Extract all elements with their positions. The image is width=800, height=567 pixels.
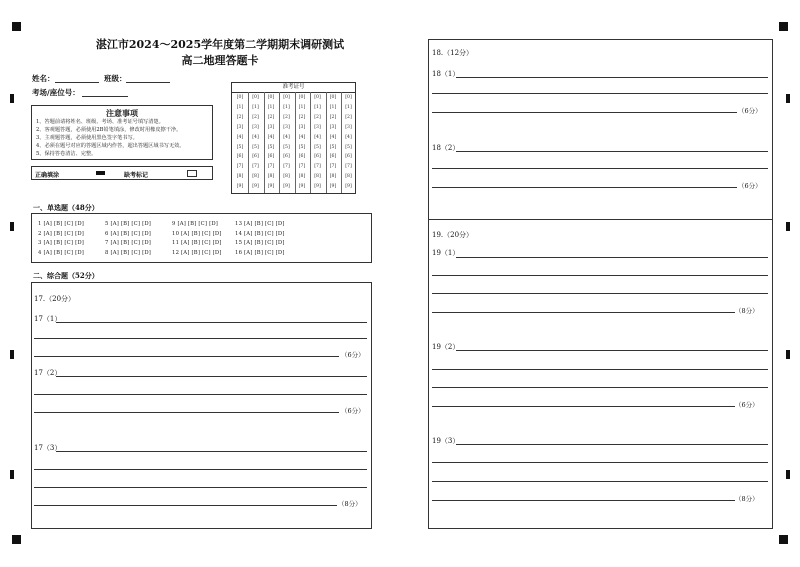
- exam-digit-bubble[interactable]: [8]: [236, 174, 244, 180]
- exam-digit-bubble[interactable]: [1]: [298, 104, 306, 110]
- exam-digit-bubble[interactable]: [3]: [345, 124, 352, 130]
- q18-2-score: （6分）: [738, 182, 762, 190]
- mcq-question-row[interactable]: 13 [A] [B] [C] [D]: [235, 221, 285, 227]
- exam-digit-bubble[interactable]: [3]: [298, 124, 306, 130]
- exam-digit-bubble[interactable]: [2]: [252, 114, 259, 120]
- q17-2-label: 17（2）: [34, 369, 62, 377]
- exam-digit-bubble[interactable]: [3]: [283, 124, 290, 130]
- answer-box-19: [428, 219, 773, 529]
- exam-digit-bubble[interactable]: [0]: [345, 95, 352, 100]
- mcq-question-row[interactable]: 14 [A] [B] [C] [D]: [235, 230, 285, 237]
- exam-digit-bubble[interactable]: [4]: [283, 134, 290, 140]
- exam-digit-bubble[interactable]: [9]: [252, 184, 259, 190]
- exam-digit-bubble[interactable]: [8]: [329, 174, 337, 180]
- exam-digit-bubble[interactable]: [6]: [283, 154, 290, 160]
- notice-item: 4、必须在题号对应的答题区域内作答，超出答题区域书写无效。: [36, 143, 185, 149]
- exam-digit-bubble[interactable]: [4]: [314, 134, 321, 140]
- exam-digit-bubble[interactable]: [5]: [267, 144, 275, 150]
- exam-digit-bubble[interactable]: [1]: [314, 104, 321, 110]
- exam-digit-bubble[interactable]: [7]: [283, 164, 290, 170]
- mcq-question-row[interactable]: 7 [A] [B] [C] [D]: [105, 240, 152, 246]
- section1-title: 一、单选题（48分）: [33, 203, 99, 212]
- side-mark: [786, 94, 790, 103]
- exam-digit-bubble[interactable]: [1]: [283, 104, 290, 110]
- answer-line[interactable]: [456, 77, 768, 78]
- exam-digit-bubble[interactable]: [1]: [236, 104, 244, 110]
- exam-digit-bubble[interactable]: [7]: [267, 164, 275, 170]
- mcq-question-row[interactable]: 1 [A] [B] [C] [D]: [38, 221, 85, 227]
- exam-digit-bubble[interactable]: [3]: [267, 124, 275, 130]
- q17-1-score: （6分）: [341, 351, 365, 359]
- q17-2-score: （6分）: [341, 407, 365, 415]
- notice-item: 3、主观题答题，必须使用黑色签字笔书写。: [36, 135, 138, 141]
- room-seat-label: 考场/座位号：: [32, 88, 80, 97]
- correct-fill-sample: [96, 171, 105, 175]
- exam-digit-bubble[interactable]: [8]: [345, 174, 352, 180]
- side-mark: [786, 470, 790, 479]
- side-mark: [786, 222, 790, 231]
- exam-digit-bubble[interactable]: [2]: [314, 114, 321, 120]
- exam-digit-bubble[interactable]: [5]: [283, 144, 290, 150]
- exam-digit-bubble[interactable]: [2]: [283, 114, 290, 120]
- answer-line[interactable]: [56, 322, 367, 323]
- exam-digit-bubble[interactable]: [3]: [329, 124, 337, 130]
- q19-3-label: 19（3）: [432, 437, 460, 445]
- mcq-question-row[interactable]: 10 [A] [B] [C] [D]: [172, 230, 222, 237]
- exam-digit-bubble[interactable]: [0]: [283, 95, 290, 100]
- exam-digit-bubble[interactable]: [9]: [345, 184, 352, 190]
- exam-digit-bubble[interactable]: [1]: [329, 104, 337, 110]
- exam-digit-bubble[interactable]: [9]: [236, 184, 244, 190]
- answer-line[interactable]: [456, 350, 768, 351]
- exam-digit-bubble[interactable]: [4]: [236, 134, 244, 140]
- exam-digit-bubble[interactable]: [6]: [329, 154, 337, 160]
- exam-digit-bubble[interactable]: [5]: [345, 144, 352, 150]
- notice-item: 1、答题前请将姓名、班级、考场、准考证号填写清楚。: [36, 119, 164, 125]
- answer-line[interactable]: [34, 412, 339, 413]
- exam-number-grid: [231, 82, 356, 194]
- alignment-mark-bottom-right: [779, 535, 788, 544]
- name-label: 姓名：: [32, 74, 55, 83]
- alignment-mark-top-right: [779, 22, 788, 31]
- exam-digit-bubble[interactable]: [0]: [267, 95, 275, 100]
- exam-digit-bubble[interactable]: [1]: [345, 104, 352, 110]
- exam-digit-bubble[interactable]: [1]: [252, 104, 259, 110]
- mcq-question-row[interactable]: 15 [A] [B] [C] [D]: [235, 240, 285, 246]
- answer-line[interactable]: [432, 112, 737, 113]
- mcq-question-row[interactable]: 9 [A] [B] [C] [D]: [172, 221, 219, 227]
- exam-digit-bubble[interactable]: [4]: [329, 134, 337, 140]
- answer-line[interactable]: [432, 312, 735, 313]
- answer-box-18: [428, 39, 773, 220]
- exam-digit-bubble[interactable]: [8]: [298, 174, 306, 180]
- exam-digit-bubble[interactable]: [5]: [236, 144, 244, 150]
- answer-line[interactable]: [456, 151, 768, 152]
- answer-line[interactable]: [432, 293, 768, 294]
- exam-digit-bubble[interactable]: [3]: [236, 124, 244, 130]
- notice-box: [31, 105, 213, 160]
- alignment-mark-top-left: [12, 22, 21, 31]
- exam-digit-bubble[interactable]: [2]: [236, 114, 244, 120]
- exam-digit-bubble[interactable]: [9]: [267, 184, 275, 190]
- mcq-question-row[interactable]: 8 [A] [B] [C] [D]: [105, 249, 152, 256]
- q19-1-score: （8分）: [735, 307, 759, 315]
- exam-digit-bubble[interactable]: [7]: [236, 164, 244, 170]
- mcq-question-row[interactable]: 6 [A] [B] [C] [D]: [105, 230, 152, 237]
- notice-title: 注意事项: [106, 108, 138, 118]
- exam-digit-bubble[interactable]: [0]: [236, 95, 244, 100]
- exam-digit-bubble[interactable]: [5]: [329, 144, 337, 150]
- exam-digit-bubble[interactable]: [5]: [252, 144, 259, 150]
- exam-digit-bubble[interactable]: [7]: [314, 164, 321, 170]
- exam-digit-bubble[interactable]: [6]: [267, 154, 275, 160]
- q18-heading: 18.（12分）: [432, 49, 474, 57]
- page-title: 湛江市2024～2025学年度第二学期期末调研测试: [95, 38, 345, 51]
- exam-digit-bubble[interactable]: [0]: [314, 95, 321, 100]
- answer-line[interactable]: [432, 500, 735, 501]
- answer-line[interactable]: [432, 93, 768, 94]
- exam-digit-bubble[interactable]: [6]: [236, 154, 244, 160]
- answer-line[interactable]: [56, 451, 367, 452]
- exam-number-title: 准考证号: [232, 83, 355, 93]
- q19-2-score: （6分）: [735, 401, 759, 409]
- correct-fill-label: 正确填涂: [35, 172, 60, 179]
- exam-digit-bubble[interactable]: [0]: [329, 95, 337, 100]
- mcq-question-row[interactable]: 5 [A] [B] [C] [D]: [105, 221, 152, 227]
- side-mark: [10, 470, 14, 479]
- absent-mark-checkbox[interactable]: [187, 170, 197, 177]
- mcq-question-row[interactable]: 3 [A] [B] [C] [D]: [38, 240, 85, 246]
- exam-digit-bubble[interactable]: [6]: [314, 154, 321, 160]
- exam-digit-bubble[interactable]: [7]: [329, 164, 337, 170]
- exam-digit-bubble[interactable]: [7]: [252, 164, 259, 170]
- exam-digit-bubble[interactable]: [2]: [345, 114, 352, 120]
- exam-digit-bubble[interactable]: [2]: [298, 114, 306, 120]
- mcq-question-row[interactable]: 2 [A] [B] [C] [D]: [38, 230, 85, 237]
- absent-mark-label: 缺考标记: [124, 172, 149, 179]
- q17-1-label: 17（1）: [34, 315, 62, 323]
- answer-line[interactable]: [432, 481, 768, 482]
- exam-digit-bubble[interactable]: [7]: [298, 164, 306, 170]
- exam-digit-bubble[interactable]: [4]: [267, 134, 275, 140]
- answer-line[interactable]: [432, 168, 768, 169]
- q18-1-label: 18（1）: [432, 70, 460, 78]
- notice-item: 2、客观题答题，必须使用2B铅笔填涂，修改时用橡皮擦干净。: [36, 127, 182, 133]
- exam-digit-bubble[interactable]: [6]: [252, 154, 259, 160]
- exam-digit-bubble[interactable]: [8]: [283, 174, 290, 180]
- answer-line[interactable]: [432, 406, 735, 407]
- alignment-mark-bottom-left: [12, 535, 21, 544]
- mcq-question-row[interactable]: 4 [A] [B] [C] [D]: [38, 249, 85, 256]
- q19-heading: 19.（20分）: [432, 231, 474, 239]
- answer-line[interactable]: [432, 369, 768, 370]
- answer-line[interactable]: [34, 487, 367, 488]
- side-mark: [10, 350, 14, 359]
- exam-digit-bubble[interactable]: [4]: [345, 134, 352, 140]
- q19-3-score: （8分）: [735, 495, 759, 503]
- fill-example-box: [31, 166, 213, 180]
- answer-line[interactable]: [56, 376, 367, 377]
- answer-line[interactable]: [34, 338, 367, 339]
- exam-digit-bubble[interactable]: [7]: [345, 164, 352, 170]
- exam-digit-bubble[interactable]: [4]: [252, 134, 259, 140]
- room-seat-field[interactable]: [82, 96, 128, 97]
- mcq-question-row[interactable]: 12 [A] [B] [C] [D]: [172, 249, 222, 256]
- q18-2-label: 18（2）: [432, 144, 460, 152]
- q19-1-label: 19（1）: [432, 249, 460, 257]
- side-mark: [10, 94, 14, 103]
- exam-digit-bubble[interactable]: [8]: [267, 174, 275, 180]
- class-label: 班级：: [104, 74, 127, 83]
- q17-heading: 17.（20分）: [34, 295, 76, 303]
- notice-item: 5、保持答卷清洁、完整。: [36, 151, 97, 157]
- exam-digit-bubble[interactable]: [9]: [329, 184, 337, 190]
- answer-line[interactable]: [34, 394, 367, 395]
- exam-digit-bubble[interactable]: [0]: [298, 95, 306, 100]
- answer-line[interactable]: [34, 469, 367, 470]
- q18-1-score: （6分）: [738, 107, 762, 115]
- answer-line[interactable]: [432, 462, 768, 463]
- exam-digit-bubble[interactable]: [0]: [252, 95, 259, 100]
- exam-digit-bubble[interactable]: [6]: [298, 154, 306, 160]
- answer-box-17: [31, 282, 372, 529]
- mcq-box: [31, 213, 372, 263]
- section2-title: 二、综合题（52分）: [33, 271, 99, 280]
- answer-line[interactable]: [432, 187, 737, 188]
- exam-digit-bubble[interactable]: [8]: [252, 174, 259, 180]
- exam-digit-bubble[interactable]: [9]: [298, 184, 306, 190]
- exam-digit-bubble[interactable]: [2]: [329, 114, 337, 120]
- exam-digit-bubble[interactable]: [8]: [314, 174, 321, 180]
- answer-line[interactable]: [432, 275, 768, 276]
- exam-digit-bubble[interactable]: [2]: [267, 114, 275, 120]
- class-field[interactable]: [126, 82, 170, 83]
- answer-line[interactable]: [456, 257, 768, 258]
- mcq-question-row[interactable]: 11 [A] [B] [C] [D]: [172, 240, 222, 246]
- exam-digit-bubble[interactable]: [6]: [345, 154, 352, 160]
- exam-digit-bubble[interactable]: [9]: [314, 184, 321, 190]
- exam-digit-bubble[interactable]: [4]: [298, 134, 306, 140]
- exam-digit-bubble[interactable]: [9]: [283, 184, 290, 190]
- exam-digit-bubble[interactable]: [1]: [267, 104, 275, 110]
- side-mark: [786, 350, 790, 359]
- answer-line[interactable]: [432, 387, 768, 388]
- answer-line[interactable]: [456, 444, 768, 445]
- exam-digit-bubble[interactable]: [3]: [314, 124, 321, 130]
- q19-2-label: 19（2）: [432, 343, 460, 351]
- mcq-question-row[interactable]: 16 [A] [B] [C] [D]: [235, 249, 285, 256]
- q17-3-label: 17（3）: [34, 444, 62, 452]
- name-field[interactable]: [55, 82, 99, 83]
- q17-3-score: （8分）: [338, 500, 362, 508]
- exam-digit-bubble[interactable]: [3]: [252, 124, 259, 130]
- side-mark: [10, 222, 14, 231]
- exam-digit-bubble[interactable]: [5]: [298, 144, 306, 150]
- answer-line[interactable]: [34, 505, 337, 506]
- exam-digit-bubble[interactable]: [5]: [314, 144, 321, 150]
- answer-line[interactable]: [34, 356, 339, 357]
- page-subtitle: 高二地理答题卡: [181, 54, 259, 67]
